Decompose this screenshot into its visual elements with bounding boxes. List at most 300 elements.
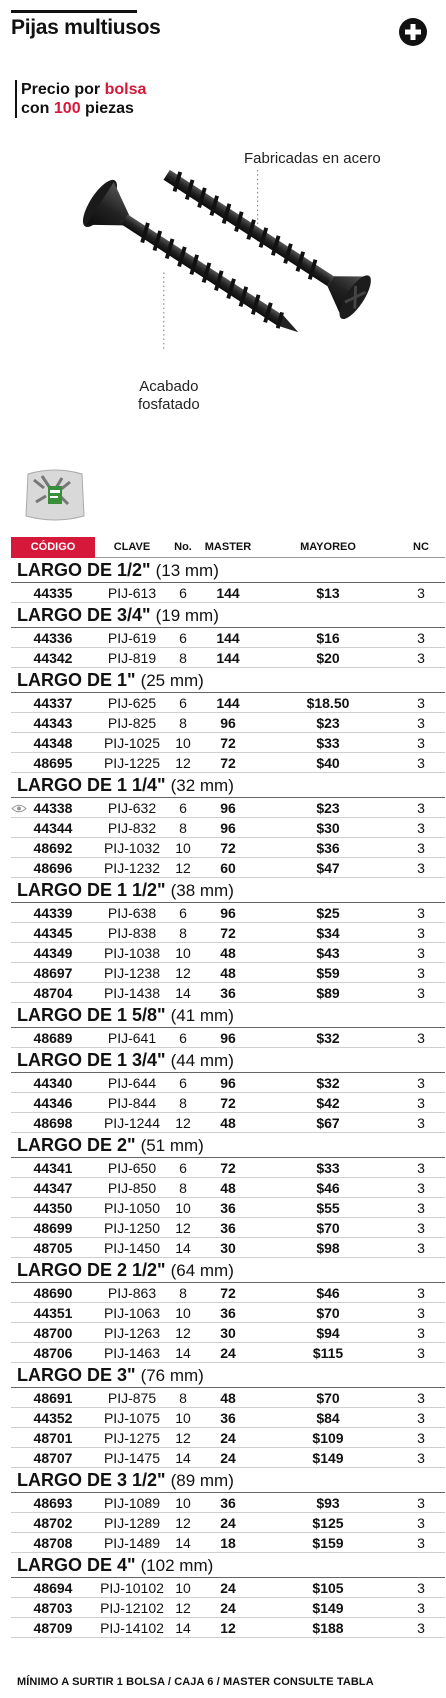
section-mm: (32 mm) <box>170 776 234 795</box>
cell-code: 48706 <box>33 1345 73 1361</box>
cell-clave: PIJ-1489 <box>103 1535 161 1551</box>
table-body <box>11 558 445 1638</box>
cell-code: 44352 <box>33 1410 73 1426</box>
cell-code: 44342 <box>33 650 73 666</box>
title-rule <box>11 10 137 13</box>
cell-nc: 3 <box>417 1600 425 1616</box>
cell-code: 48689 <box>33 1030 73 1046</box>
cell-mayoreo: $16 <box>316 630 340 646</box>
cell-no: 12 <box>175 965 191 981</box>
eye-icon <box>11 804 27 813</box>
cell-clave: PIJ-641 <box>107 1030 157 1046</box>
cell-master: 96 <box>220 1075 236 1091</box>
cell-master: 72 <box>220 840 236 856</box>
table-row <box>11 1513 445 1533</box>
table-row <box>11 1198 445 1218</box>
section-mm: (38 mm) <box>170 881 234 900</box>
cell-mayoreo: $149 <box>312 1450 344 1466</box>
section-title <box>11 1133 445 1158</box>
cell-clave: PIJ-1275 <box>103 1430 161 1446</box>
cell-code: 48697 <box>33 965 73 981</box>
cell-master: 72 <box>220 1160 236 1176</box>
cell-no: 8 <box>179 650 187 666</box>
table-row <box>11 1093 445 1113</box>
cell-nc: 3 <box>417 860 425 876</box>
cell-master: 72 <box>220 1285 236 1301</box>
section-length: LARGO DE 1 1/2" <box>17 880 166 900</box>
section-mm: (44 mm) <box>170 1051 234 1070</box>
cell-mayoreo: $89 <box>316 985 340 1001</box>
cell-mayoreo: $55 <box>316 1200 340 1216</box>
cell-code: 44350 <box>33 1200 73 1216</box>
cell-code: 44337 <box>33 695 73 711</box>
cell-code: 48705 <box>33 1240 73 1256</box>
section-title <box>11 668 445 693</box>
cell-code: 44351 <box>33 1305 73 1321</box>
table-row <box>11 1598 445 1618</box>
cell-clave: PIJ-819 <box>107 650 157 666</box>
header-no: No. <box>174 541 192 553</box>
cell-nc: 3 <box>417 1285 425 1301</box>
cell-nc: 3 <box>417 1305 425 1321</box>
section-title <box>11 603 445 628</box>
cell-mayoreo: $47 <box>316 860 340 876</box>
cell-mayoreo: $32 <box>316 1075 340 1091</box>
section-mm: (25 mm) <box>140 671 204 690</box>
cell-code: 48698 <box>33 1115 73 1131</box>
cell-no: 10 <box>175 1305 191 1321</box>
section-mm: (64 mm) <box>170 1261 234 1280</box>
table-row <box>11 1618 445 1638</box>
section-title <box>11 558 445 583</box>
cell-mayoreo: $105 <box>312 1580 344 1596</box>
cell-master: 96 <box>220 820 236 836</box>
cell-no: 10 <box>175 735 191 751</box>
cell-clave: PIJ-1232 <box>103 860 161 876</box>
cell-mayoreo: $70 <box>316 1220 340 1236</box>
table-row <box>11 1113 445 1133</box>
cell-master: 12 <box>220 1620 236 1636</box>
cell-clave: PIJ-613 <box>107 585 157 601</box>
cell-nc: 3 <box>417 735 425 751</box>
cell-no: 14 <box>175 1345 191 1361</box>
cell-no: 6 <box>179 630 187 646</box>
section-mm: (76 mm) <box>140 1366 204 1385</box>
cell-master: 36 <box>220 1305 236 1321</box>
cell-nc: 3 <box>417 1580 425 1596</box>
cell-nc: 3 <box>417 820 425 836</box>
cell-master: 96 <box>220 1030 236 1046</box>
cell-no: 14 <box>175 1240 191 1256</box>
cell-nc: 3 <box>417 1495 425 1511</box>
cell-no: 10 <box>175 945 191 961</box>
cell-code: 44344 <box>33 820 73 836</box>
cell-mayoreo: $25 <box>316 905 340 921</box>
cell-nc: 3 <box>417 945 425 961</box>
cell-no: 10 <box>175 1410 191 1426</box>
cell-master: 144 <box>216 585 240 601</box>
cell-nc: 3 <box>417 1180 425 1196</box>
section-title <box>11 773 445 798</box>
cell-code: 44338 <box>33 800 73 816</box>
header-code: CÓDIGO <box>11 537 95 558</box>
table-row <box>11 1283 445 1303</box>
cell-no: 6 <box>179 695 187 711</box>
section-length: LARGO DE 1 5/8" <box>17 1005 166 1025</box>
cell-clave: PIJ-10102 <box>100 1580 164 1596</box>
cell-clave: PIJ-1225 <box>103 755 161 771</box>
cell-mayoreo: $13 <box>316 585 340 601</box>
cell-mayoreo: $32 <box>316 1030 340 1046</box>
package-thumbnail <box>22 466 88 524</box>
section-mm: (41 mm) <box>170 1006 234 1025</box>
cell-clave: PIJ-14102 <box>100 1620 164 1636</box>
cell-master: 72 <box>220 735 236 751</box>
cell-master: 60 <box>220 860 236 876</box>
cell-clave: PIJ-1244 <box>103 1115 161 1131</box>
cell-nc: 3 <box>417 1095 425 1111</box>
cell-mayoreo: $34 <box>316 925 340 941</box>
cell-mayoreo: $70 <box>316 1390 340 1406</box>
cell-nc: 3 <box>417 985 425 1001</box>
cell-mayoreo: $188 <box>312 1620 344 1636</box>
cell-code: 48695 <box>33 755 73 771</box>
cell-clave: PIJ-1450 <box>103 1240 161 1256</box>
cell-nc: 3 <box>417 1240 425 1256</box>
cell-clave: PIJ-1050 <box>103 1200 161 1216</box>
cell-nc: 3 <box>417 715 425 731</box>
cell-clave: PIJ-1238 <box>103 965 161 981</box>
cell-master: 30 <box>220 1240 236 1256</box>
cell-nc: 3 <box>417 695 425 711</box>
table-row <box>11 583 445 603</box>
cell-code: 48704 <box>33 985 73 1001</box>
table-row <box>11 858 445 878</box>
cell-master: 24 <box>220 1600 236 1616</box>
cell-code: 48702 <box>33 1515 73 1531</box>
section-length: LARGO DE 3/4" <box>17 605 151 625</box>
cell-nc: 3 <box>417 965 425 981</box>
cell-clave: PIJ-863 <box>107 1285 157 1301</box>
cell-mayoreo: $20 <box>316 650 340 666</box>
cell-clave: PIJ-638 <box>107 905 157 921</box>
cell-code: 48694 <box>33 1580 73 1596</box>
table-row <box>11 1448 445 1468</box>
cell-no: 12 <box>175 1430 191 1446</box>
table-row <box>11 713 445 733</box>
cell-nc: 3 <box>417 1390 425 1406</box>
section-length: LARGO DE 1 3/4" <box>17 1050 166 1070</box>
table-row <box>11 818 445 838</box>
cell-code: 44343 <box>33 715 73 731</box>
cell-code: 44346 <box>33 1095 73 1111</box>
section-length: LARGO DE 3" <box>17 1365 136 1385</box>
cell-master: 36 <box>220 1220 236 1236</box>
cell-nc: 3 <box>417 1160 425 1176</box>
cell-mayoreo: $46 <box>316 1285 340 1301</box>
cell-mayoreo: $33 <box>316 1160 340 1176</box>
cell-mayoreo: $159 <box>312 1535 344 1551</box>
cell-master: 144 <box>216 650 240 666</box>
header-master: MASTER <box>204 541 252 553</box>
cell-clave: PIJ-1063 <box>103 1305 161 1321</box>
cell-clave: PIJ-644 <box>107 1075 157 1091</box>
cell-nc: 3 <box>417 800 425 816</box>
cell-code: 48708 <box>33 1535 73 1551</box>
cell-clave: PIJ-1250 <box>103 1220 161 1236</box>
table-header <box>11 537 445 558</box>
cell-code: 48699 <box>33 1220 73 1236</box>
section-length: LARGO DE 4" <box>17 1555 136 1575</box>
cell-no: 14 <box>175 985 191 1001</box>
cell-nc: 3 <box>417 1430 425 1446</box>
cell-code: 48691 <box>33 1390 73 1406</box>
table-row <box>11 1343 445 1363</box>
cell-master: 36 <box>220 1200 236 1216</box>
table-row <box>11 1218 445 1238</box>
cell-code: 48692 <box>33 840 73 856</box>
cell-master: 36 <box>220 1410 236 1426</box>
cell-clave: PIJ-1475 <box>103 1450 161 1466</box>
cell-master: 18 <box>220 1535 236 1551</box>
cell-clave: PIJ-1038 <box>103 945 161 961</box>
cell-code: 44340 <box>33 1075 73 1091</box>
cell-clave: PIJ-850 <box>107 1180 157 1196</box>
section-length: LARGO DE 1/2" <box>17 560 151 580</box>
cell-mayoreo: $42 <box>316 1095 340 1111</box>
cell-mayoreo: $115 <box>312 1345 344 1361</box>
table-row <box>11 923 445 943</box>
cell-nc: 3 <box>417 585 425 601</box>
cell-code: 48707 <box>33 1450 73 1466</box>
cell-master: 24 <box>220 1515 236 1531</box>
cell-nc: 3 <box>417 1515 425 1531</box>
cell-code: 48701 <box>33 1430 73 1446</box>
cell-clave: PIJ-832 <box>107 820 157 836</box>
cell-code: 44349 <box>33 945 73 961</box>
section-title <box>11 1003 445 1028</box>
table-row <box>11 753 445 773</box>
section-title <box>11 1553 445 1578</box>
cell-master: 96 <box>220 800 236 816</box>
cell-mayoreo: $84 <box>316 1410 340 1426</box>
cell-mayoreo: $59 <box>316 965 340 981</box>
cell-no: 6 <box>179 585 187 601</box>
cell-nc: 3 <box>417 1620 425 1636</box>
section-length: LARGO DE 2 1/2" <box>17 1260 166 1280</box>
cell-clave: PIJ-12102 <box>100 1600 164 1616</box>
cell-no: 14 <box>175 1535 191 1551</box>
cell-no: 6 <box>179 905 187 921</box>
cell-mayoreo: $23 <box>316 800 340 816</box>
table-row <box>11 798 445 818</box>
cell-no: 10 <box>175 1200 191 1216</box>
cell-code: 44347 <box>33 1180 73 1196</box>
table-row <box>11 1303 445 1323</box>
cell-no: 12 <box>175 860 191 876</box>
cell-mayoreo: $125 <box>312 1515 344 1531</box>
section-title <box>11 878 445 903</box>
cell-no: 8 <box>179 1180 187 1196</box>
plus-icon <box>398 17 428 47</box>
cell-mayoreo: $18.50 <box>306 695 350 711</box>
cell-master: 24 <box>220 1580 236 1596</box>
cell-mayoreo: $98 <box>316 1240 340 1256</box>
section-length: LARGO DE 3 1/2" <box>17 1470 166 1490</box>
cell-no: 6 <box>179 1075 187 1091</box>
cell-mayoreo: $70 <box>316 1305 340 1321</box>
table-row <box>11 1533 445 1553</box>
cell-no: 12 <box>175 1515 191 1531</box>
cell-nc: 3 <box>417 1220 425 1236</box>
cell-no: 14 <box>175 1620 191 1636</box>
cell-code: 44339 <box>33 905 73 921</box>
cell-clave: PIJ-1289 <box>103 1515 161 1531</box>
section-mm: (19 mm) <box>155 606 219 625</box>
cell-clave: PIJ-1463 <box>103 1345 161 1361</box>
cell-nc: 3 <box>417 905 425 921</box>
cell-master: 72 <box>220 1095 236 1111</box>
cell-code: 44336 <box>33 630 73 646</box>
table-row <box>11 693 445 713</box>
cell-clave: PIJ-825 <box>107 715 157 731</box>
table-row <box>11 983 445 1003</box>
cell-clave: PIJ-650 <box>107 1160 157 1176</box>
table-row <box>11 963 445 983</box>
cell-master: 36 <box>220 1495 236 1511</box>
table-row <box>11 1028 445 1048</box>
cell-mayoreo: $33 <box>316 735 340 751</box>
cell-no: 12 <box>175 1325 191 1341</box>
cell-clave: PIJ-1438 <box>103 985 161 1001</box>
cell-no: 8 <box>179 1390 187 1406</box>
footer-note: MÍNIMO A SURTIR 1 BOLSA / CAJA 6 / MASTER CONSULTE TABLA <box>17 1676 374 1688</box>
table-row <box>11 1578 445 1598</box>
cell-clave: PIJ-1032 <box>103 840 161 856</box>
header-mayoreo: MAYOREO <box>300 541 356 553</box>
table-row <box>11 1428 445 1448</box>
section-title <box>11 1258 445 1283</box>
cell-clave: PIJ-1025 <box>103 735 161 751</box>
cell-nc: 3 <box>417 840 425 856</box>
cell-no: 6 <box>179 1030 187 1046</box>
cell-master: 48 <box>220 1390 236 1406</box>
cell-nc: 3 <box>417 755 425 771</box>
cell-clave: PIJ-875 <box>107 1390 157 1406</box>
cell-master: 48 <box>220 1115 236 1131</box>
table-row <box>11 1073 445 1093</box>
table-row <box>11 1178 445 1198</box>
cell-master: 24 <box>220 1430 236 1446</box>
section-length: LARGO DE 1 1/4" <box>17 775 166 795</box>
cell-mayoreo: $46 <box>316 1180 340 1196</box>
cell-no: 10 <box>175 1580 191 1596</box>
cell-code: 44348 <box>33 735 73 751</box>
cell-code: 48703 <box>33 1600 73 1616</box>
cell-master: 144 <box>216 630 240 646</box>
section-title <box>11 1048 445 1073</box>
cell-clave: PIJ-838 <box>107 925 157 941</box>
callout-steel: Fabricadas en acero <box>244 150 381 167</box>
cell-clave: PIJ-632 <box>107 800 157 816</box>
cell-no: 8 <box>179 1095 187 1111</box>
cell-code: 48709 <box>33 1620 73 1636</box>
cell-nc: 3 <box>417 1325 425 1341</box>
cell-code: 44335 <box>33 585 73 601</box>
cell-nc: 3 <box>417 1410 425 1426</box>
cell-code: 48696 <box>33 860 73 876</box>
cell-nc: 3 <box>417 630 425 646</box>
header-clave: CLAVE <box>113 541 151 553</box>
section-title <box>11 1468 445 1493</box>
section-length: LARGO DE 2" <box>17 1135 136 1155</box>
cell-nc: 3 <box>417 1535 425 1551</box>
cell-mayoreo: $30 <box>316 820 340 836</box>
price-note: Precio por bolsa con 100 piezas <box>15 80 146 118</box>
cell-no: 8 <box>179 1285 187 1301</box>
cell-no: 8 <box>179 820 187 836</box>
product-table <box>11 537 445 1638</box>
cell-nc: 3 <box>417 925 425 941</box>
cell-no: 10 <box>175 1495 191 1511</box>
cell-no: 8 <box>179 715 187 731</box>
cell-master: 48 <box>220 965 236 981</box>
table-row <box>11 1238 445 1258</box>
cell-mayoreo: $94 <box>316 1325 340 1341</box>
cell-nc: 3 <box>417 650 425 666</box>
cell-nc: 3 <box>417 1115 425 1131</box>
cell-clave: PIJ-1263 <box>103 1325 161 1341</box>
cell-master: 36 <box>220 985 236 1001</box>
cell-no: 12 <box>175 1115 191 1131</box>
table-row <box>11 1158 445 1178</box>
cell-mayoreo: $93 <box>316 1495 340 1511</box>
cell-code: 48693 <box>33 1495 73 1511</box>
section-mm: (89 mm) <box>170 1471 234 1490</box>
cell-master: 72 <box>220 755 236 771</box>
cell-no: 6 <box>179 1160 187 1176</box>
cell-clave: PIJ-1075 <box>103 1410 161 1426</box>
cell-no: 12 <box>175 1600 191 1616</box>
table-row <box>11 838 445 858</box>
cell-no: 14 <box>175 1450 191 1466</box>
section-mm: (13 mm) <box>155 561 219 580</box>
cell-master: 96 <box>220 905 236 921</box>
cell-no: 12 <box>175 1220 191 1236</box>
cell-mayoreo: $40 <box>316 755 340 771</box>
cell-mayoreo: $67 <box>316 1115 340 1131</box>
cell-no: 10 <box>175 840 191 856</box>
cell-nc: 3 <box>417 1030 425 1046</box>
page-title: Pijas multiusos <box>11 16 161 39</box>
table-row <box>11 1323 445 1343</box>
cell-code: 48690 <box>33 1285 73 1301</box>
cell-master: 144 <box>216 695 240 711</box>
cell-nc: 3 <box>417 1200 425 1216</box>
section-title <box>11 1363 445 1388</box>
cell-master: 48 <box>220 945 236 961</box>
cell-clave: PIJ-625 <box>107 695 157 711</box>
cell-mayoreo: $36 <box>316 840 340 856</box>
cell-mayoreo: $149 <box>312 1600 344 1616</box>
cell-no: 8 <box>179 925 187 941</box>
table-row <box>11 733 445 753</box>
cell-nc: 3 <box>417 1450 425 1466</box>
table-row <box>11 1408 445 1428</box>
cell-code: 48700 <box>33 1325 73 1341</box>
cell-no: 12 <box>175 755 191 771</box>
table-row <box>11 628 445 648</box>
